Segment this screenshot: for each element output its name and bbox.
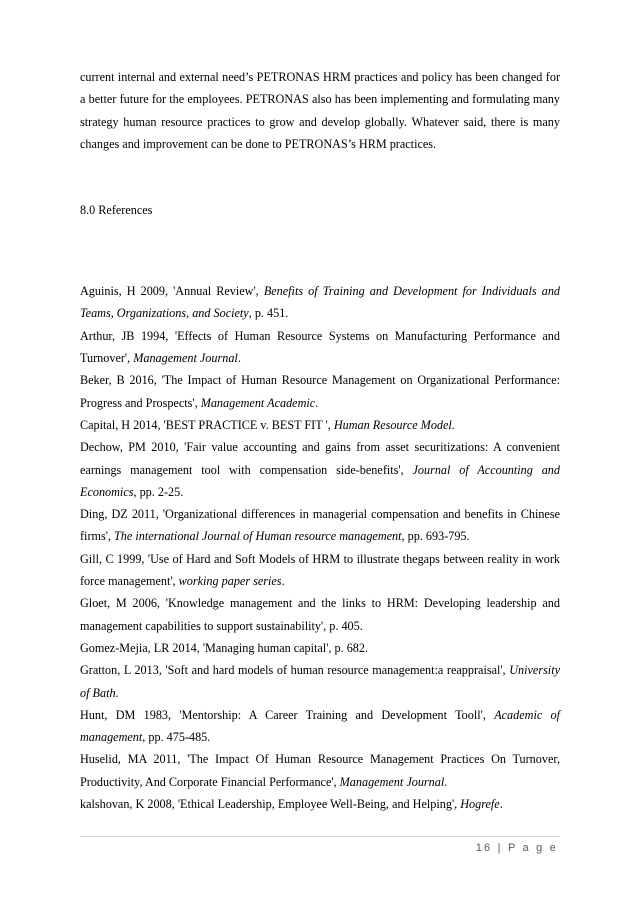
- reference-text: Arthur, JB 1994, 'Effects of Human Resource Systems on Manufacturing Performance and Turnover',: [80, 328, 560, 366]
- page-label: P a g e: [507, 842, 558, 854]
- reference-text: Gomez-Mejia, LR 2014, 'Managing human capital', p. 682.: [80, 640, 369, 655]
- reference-text: Aguinis, H 2009, 'Annual Review',: [80, 284, 264, 299]
- reference-item: [80, 436, 560, 503]
- reference-item: [80, 637, 560, 659]
- reference-source: Human Resource Model.: [333, 417, 455, 432]
- reference-text: Hunt, DM 1983, 'Mentorship: A Career Training and Development Tooll',: [80, 707, 495, 722]
- reference-text: Gill, C 1999, 'Use of Hard and Soft Models of HRM to illustrate thegaps between reality in work force management',: [80, 551, 560, 589]
- reference-pages: , pp. 693-795.: [401, 529, 470, 544]
- reference-source: The international Journal of Human resource management: [114, 529, 402, 544]
- reference-pages: , p. 451.: [248, 306, 289, 321]
- page-number-footer: [476, 842, 558, 854]
- reference-text: kalshovan, K 2008, 'Ethical Leadership, Employee Well-Being, and Helping',: [80, 797, 461, 812]
- reference-item: [80, 325, 560, 370]
- reference-item: [80, 748, 560, 793]
- footer-rule: [80, 836, 560, 837]
- reference-item: [80, 503, 560, 548]
- reference-source: Academic of management: [80, 707, 560, 745]
- page-number: 16: [475, 842, 493, 854]
- intro-paragraph: current internal and external need’s PETRONAS HRM practices and policy has been changed for a better future for the employees. PETRONAS also has been implementing and formulating many strategy human resource practices to grow and develop globally. Whatever said, there is many changes and improvement can be done to PETRONAS’s HRM practices.: [80, 70, 560, 151]
- reference-pages: .: [499, 797, 503, 812]
- reference-source: University of Bath: [80, 663, 560, 700]
- reference-source: working paper series: [178, 574, 282, 589]
- reference-pages: , pp. 2-25.: [133, 484, 184, 499]
- reference-source: Journal of Accounting and Economics: [80, 462, 560, 499]
- reference-item: [80, 280, 560, 325]
- reference-source: Hogrefe: [460, 797, 500, 812]
- reference-list: [80, 280, 560, 815]
- reference-item: [80, 793, 560, 815]
- reference-pages: .: [281, 574, 285, 589]
- reference-item: [80, 548, 560, 593]
- reference-text: Gratton, L 2013, 'Soft and hard models of human resource management:a reappraisal',: [80, 663, 510, 678]
- reference-pages: .: [237, 351, 241, 366]
- reference-item: [80, 592, 560, 637]
- reference-source: Management Journal: [133, 351, 238, 366]
- reference-text: Dechow, PM 2010, 'Fair value accounting and gains from asset securitizations: A convenient earnings management tool with compensation side-benefits',: [80, 440, 560, 477]
- reference-source: Management Journal.: [339, 774, 448, 789]
- reference-text: Huselid, MA 2011, 'The Impact Of Human Resource Management Practices On Turnover, Productivity, And Corporate Financial Performance',: [80, 752, 560, 789]
- reference-source: Management Academic: [200, 395, 316, 410]
- reference-text: Beker, B 2016, 'The Impact of Human Resource Management on Organizational Performance: Progress and Prospects',: [80, 373, 560, 410]
- page-content: [80, 66, 560, 815]
- reference-item: [80, 414, 560, 436]
- page-separator: |: [497, 842, 503, 854]
- reference-source: Benefits of Training and Development for Individuals and Teams, Organizations, and Society: [80, 284, 561, 321]
- reference-text: Gloet, M 2006, 'Knowledge management and the links to HRM: Developing leadership and management capabilities to support sustainability', p. 405.: [80, 596, 560, 633]
- reference-pages: .: [115, 685, 119, 700]
- reference-item: [80, 704, 560, 749]
- reference-text: Capital, H 2014, 'BEST PRACTICE v. BEST FIT ',: [80, 417, 334, 432]
- reference-pages: , pp. 475-485.: [142, 730, 211, 745]
- reference-pages: .: [315, 395, 319, 410]
- reference-item: [80, 659, 560, 704]
- section-heading: 8.0 References: [80, 203, 153, 218]
- reference-text: Ding, DZ 2011, 'Organizational differences in managerial compensation and benefits in Chinese firms',: [80, 507, 560, 544]
- reference-item: [80, 369, 560, 414]
